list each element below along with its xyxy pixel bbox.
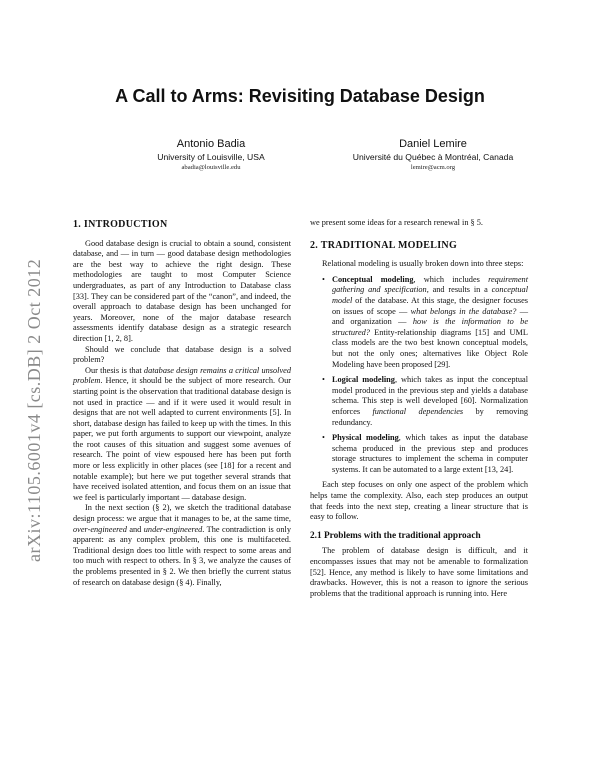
intro-paragraph-4: In the next section (§ 2), we sketch the traditional database design process: we argue that it manages to be, at the same time, over-engineered and under-engineered. The contradiction is only apparent: as any complex problem, this one is multifaceted. Traditional design does too little with respect to some areas and too much with respect to others. In § 3, we analyze the causes of the problems presented in § 2. We then briefly the current status of research on database design (§ 4). Finally, (73, 503, 291, 587)
intro-paragraph-3: Our thesis is that database design remains a critical unsolved problem. Hence, it should be the subject of more research. Our starting point is the observation that traditional database design is not used in practice — and if it were used it would result in designs that are not well adapted to current environments [5]. In short, database design has failed to keep up with the times. In this paper, we put forth arguments to support our viewpoint, analyze the root causes of this situation and suggest some avenues of research. The point of view espoused here has been put forth more or less explicitly in other places (see [18] for a recent and notable example); but here we put together several strands that have received isolated attention, and focus them on an issue that we feel is particularly important — database design. (73, 365, 291, 502)
intro-paragraph-4-continued: we present some ideas for a research renewal in § 5. (310, 218, 484, 227)
author-name: Daniel Lemire (399, 138, 467, 150)
modeling-intro: Relational modeling is usually broken down into three steps: (322, 259, 524, 269)
intro-paragraph-2: Should we conclude that database design is a solved problem? (73, 344, 291, 365)
author-block-1 (96, 137, 326, 173)
author-affiliation: Université du Québec à Montréal, Canada (352, 152, 514, 162)
author-email: abadia@louisville.edu (181, 164, 241, 171)
modeling-steps-list (310, 275, 528, 476)
author-name: Antonio Badia (176, 138, 246, 150)
paper-title: A Call to Arms: Revisiting Database Design (115, 86, 485, 106)
subsection-heading-problems: 2.1 Problems with the traditional approach (310, 530, 481, 541)
section-heading-traditional-modeling: 2. TRADITIONAL MODELING (310, 239, 458, 251)
section-heading-introduction: 1. INTRODUCTION (73, 219, 168, 230)
thesis-emphasis: database design remains a critical unsolved problem (73, 365, 291, 386)
left-column (73, 218, 291, 588)
modeling-summary: Each step focuses on only one aspect of the problem which helps tame the complexity. Also, each step produces an output that feeds into the next step, creating a linear structure that is easy to follow. (310, 480, 528, 522)
intro-paragraph-1: Good database design is crucial to obtain a sound, consistent database, and — in turn — good database design methodologies are the best way to achieve the right design. These methodologies are taught to most Computer Science undergraduates, as part of any Introduction to Database class [33]. They can be considered part of the “canon”, and indeed, the overall approach to database design has been unchanged for years. Moreover, none of the major database research assessments identify database design as a strategic research direction [1, 2, 8]. (73, 238, 291, 343)
arxiv-identifier-stamp: arXiv:1105.6001v4 [cs.DB] 2 Oct 2012 (24, 258, 44, 562)
list-item-physical-modeling: • Physical modeling, which takes as input the database schema produced in the previous step and produces storage structures to implement the schema in computer systems. It can be automated to a large extent [13, 24]. (332, 433, 528, 475)
author-email: lemire@acm.org (410, 164, 456, 171)
problems-paragraph: The problem of database design is difficult, and it encompasses issues that may not be amenable to formalization [52]. Hence, any method is likely to have some limitations and drawbacks. However, this is not a reason to ignore the serious problems that the traditional approach is running into. Here (310, 546, 528, 598)
author-block-2 (318, 137, 548, 173)
list-item-logical-modeling: • Logical modeling, which takes as input the conceptual model produced in the previous step and yields a database schema. This step is well developed [60]. Normalization enforces functional dependencies by removing redundancy. (332, 375, 528, 428)
author-affiliation: University of Louisville, USA (157, 152, 265, 162)
list-item-conceptual-modeling: • Conceptual modeling, which includes requirement gathering and specification, and results in a conceptual model of the database. At this stage, the designer focuses on issues of scope — what belongs in the database? — and organization — how is the information to be structured? Entity-relationship diagrams [15] and UML class models are the two best known conceptual models, but not the only ones; alternatives like Object Role Modeling have been proposed [29]. (332, 275, 528, 370)
right-column (310, 218, 528, 599)
